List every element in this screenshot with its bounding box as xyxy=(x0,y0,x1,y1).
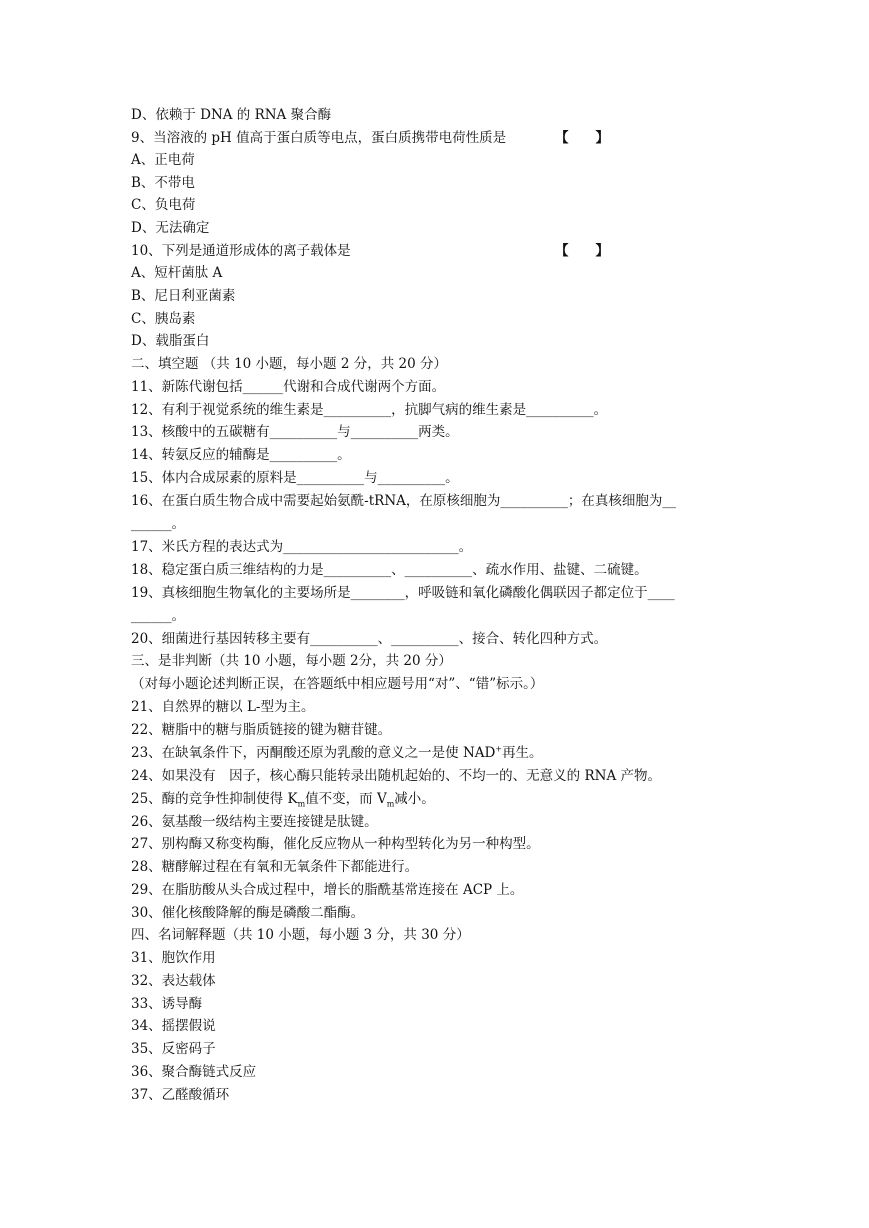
q9-option-b: B、不带电 xyxy=(131,175,195,191)
question-33: 33、诱导酶 xyxy=(131,996,203,1012)
q23-text-before: 23、在缺氧条件下，丙酮酸还原为乳酸的意义之一是使 NAD xyxy=(131,745,496,761)
q25-subscript-1: m xyxy=(297,799,306,809)
question-16: 16、在蛋白质生物合成中需要起始氨酰-tRNA，在原核细胞为__________；在真核细胞为__ xyxy=(131,493,676,509)
question-35: 35、反密码子 xyxy=(131,1041,216,1057)
q25-text-a: 25、酶的竞争性抑制使得 K xyxy=(131,791,298,807)
question-24: 24、如果没有 因子，核心酶只能转录出随机起始的、不均一的、无意义的 RNA 产物。 xyxy=(131,768,661,784)
q25-text-c: 减小。 xyxy=(394,791,435,807)
question-34: 34、摇摆假说 xyxy=(131,1018,216,1034)
q25-text-b: 值不变，而 V xyxy=(305,791,387,807)
q10-option-a: A、短杆菌肽 A xyxy=(131,265,223,281)
section-3-heading: 三、是非判断（共 10 小题，每小题 2分，共 20 分） xyxy=(131,653,452,669)
question-25 xyxy=(131,790,741,808)
q25-subscript-2: m xyxy=(386,799,395,809)
q10-stem: 10、下列是通道形成体的离子载体是 xyxy=(131,243,351,259)
section-3-instructions: （对每小题论述判断正误，在答题纸中相应题号用“对”、“错”标示。） xyxy=(131,676,544,692)
question-17: 17、米氏方程的表达式为__________________________。 xyxy=(131,539,473,555)
q10-option-d: D、载脂蛋白 xyxy=(131,333,210,349)
question-15: 15、体内合成尿素的原料是__________与__________。 xyxy=(131,470,459,486)
q9-answer-bracket: 【 】 xyxy=(555,130,609,146)
question-19-continued: ______。 xyxy=(131,608,185,624)
question-20: 20、细菌进行基因转移主要有__________、__________、接合、转化四种方式。 xyxy=(131,631,608,647)
question-28: 28、糖酵解过程在有氧和无氧条件下都能进行。 xyxy=(131,859,419,875)
question-13: 13、核酸中的五碳糖有__________与__________两类。 xyxy=(131,424,459,440)
question-29: 29、在脂肪酸从头合成过程中，增长的脂酰基常连接在 ACP 上。 xyxy=(131,882,524,898)
section-2-heading: 二、填空题 （共 10 小题，每小题 2 分，共 20 分） xyxy=(131,356,447,372)
question-16-continued: ______。 xyxy=(131,516,185,532)
question-26: 26、氨基酸一级结构主要连接键是肽键。 xyxy=(131,814,378,830)
q9-option-a: A、正电荷 xyxy=(131,152,195,168)
q9-stem: 9、当溶液的 pH 值高于蛋白质等电点，蛋白质携带电荷性质是 xyxy=(131,130,507,146)
question-18: 18、稳定蛋白质三维结构的力是__________、__________、疏水作用、盐键、二硫键。 xyxy=(131,562,648,578)
q23-superscript: + xyxy=(495,744,503,754)
question-19: 19、真核细胞生物氧化的主要场所是________，呼吸链和氧化磷酸化偶联因子都定位于____ xyxy=(131,585,675,601)
question-21: 21、自然界的糖以 L-型为主。 xyxy=(131,699,315,715)
section-4-heading: 四、名词解释题（共 10 小题，每小题 3 分，共 30 分） xyxy=(131,927,470,943)
question-27: 27、别构酶又称变构酶，催化反应物从一种构型转化为另一种构型。 xyxy=(131,836,540,852)
q23-text-after: 再生。 xyxy=(502,745,543,761)
question-30: 30、催化核酸降解的酶是磷酸二酯酶。 xyxy=(131,905,365,921)
question-37: 37、乙醛酸循环 xyxy=(131,1087,230,1103)
question-11: 11、新陈代谢包括______代谢和合成代谢两个方面。 xyxy=(131,379,446,395)
question-23 xyxy=(131,744,741,762)
q8-option-d: D、依赖于 DNA 的 RNA 聚合酶 xyxy=(131,107,332,123)
question-14: 14、转氨反应的辅酶是__________。 xyxy=(131,447,351,463)
q10-option-b: B、尼日利亚菌素 xyxy=(131,288,236,304)
q10-answer-bracket: 【 】 xyxy=(555,243,609,259)
question-32: 32、表达载体 xyxy=(131,973,216,989)
question-12: 12、有利于视觉系统的维生素是__________，抗脚气病的维生素是__________。 xyxy=(131,402,608,418)
q9-option-c: C、负电荷 xyxy=(131,197,196,213)
q10-option-c: C、胰岛素 xyxy=(131,311,196,327)
question-22: 22、糖脂中的糖与脂质链接的键为糖苷键。 xyxy=(131,722,392,738)
question-31: 31、胞饮作用 xyxy=(131,950,216,966)
q9-option-d: D、无法确定 xyxy=(131,220,210,236)
question-36: 36、聚合酶链式反应 xyxy=(131,1064,257,1080)
